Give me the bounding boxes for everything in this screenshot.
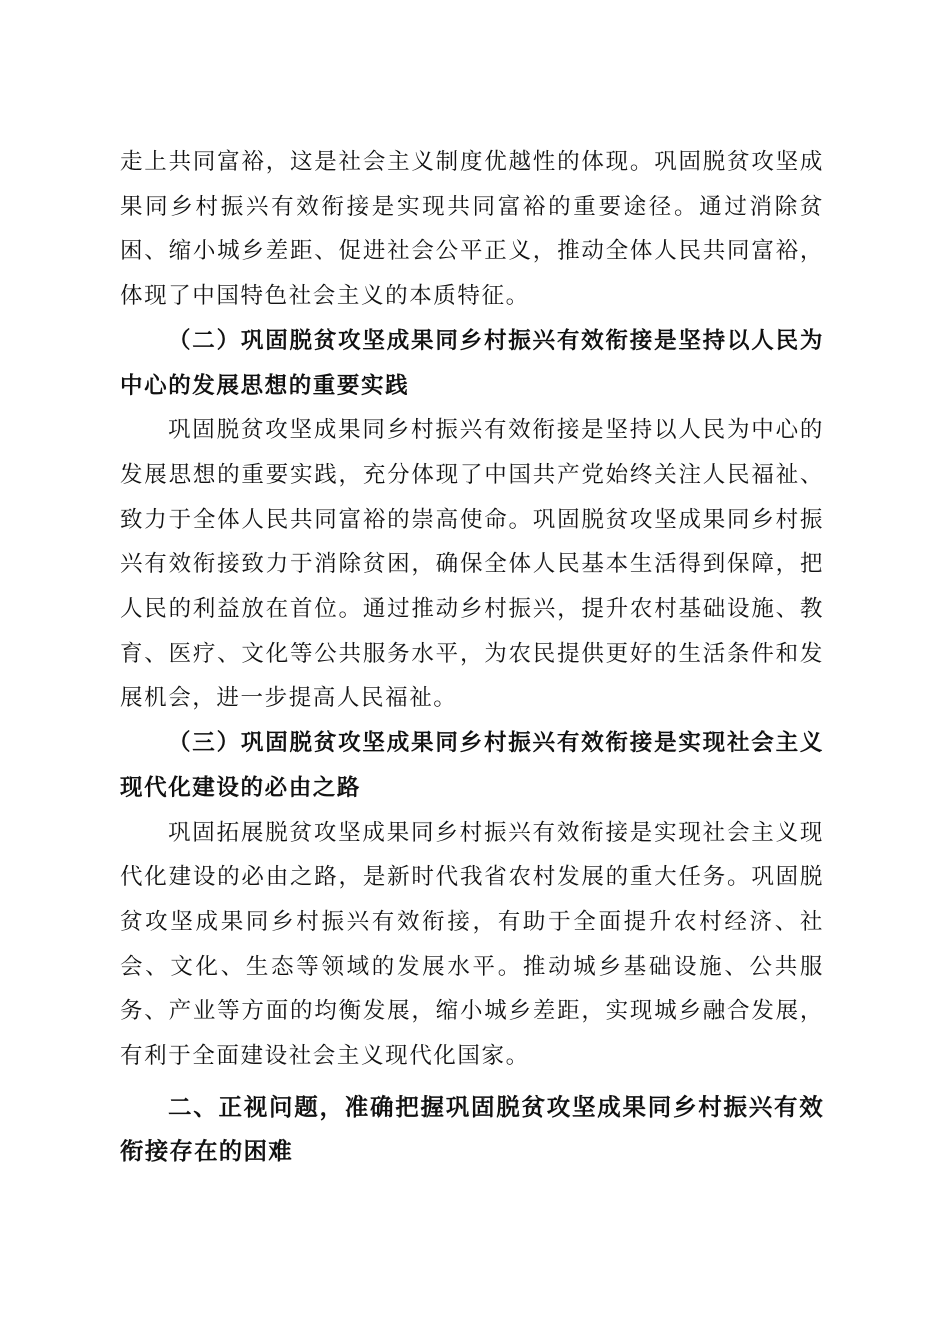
chapter-heading: 二、正视问题，准确把握巩固脱贫攻坚成果同乡村振兴有效衔接存在的困难 <box>120 1092 824 1166</box>
section-subheading: （三）巩固脱贫攻坚成果同乡村振兴有效衔接是实现社会主义现代化建设的必由之路 <box>120 730 824 801</box>
document-page <box>120 140 824 1174</box>
body-paragraph: 走上共同富裕，这是社会主义制度优越性的体现。巩固脱贫攻坚成果同乡村振兴有效衔接是实现共同富裕的重要途径。通过消除贫困、缩小城乡差距、促进社会公平正义，推动全体人民共同富裕，体现了中国特色社会主义的本质特征。 <box>120 149 824 310</box>
body-paragraph: 巩固脱贫攻坚成果同乡村振兴有效衔接是坚持以人民为中心的发展思想的重要实践，充分体现了中国共产党始终关注人民福祉、致力于全体人民共同富裕的崇高使命。巩固脱贫攻坚成果同乡村振兴有效衔接致力于消除贫困，确保全体人民基本生活得到保障，把人民的利益放在首位。通过推动乡村振兴，提升农村基础设施、教育、医疗、文化等公共服务水平，为农民提供更好的生活条件和发展机会，进一步提高人民福祉。 <box>120 417 824 712</box>
section-subheading: （二）巩固脱贫攻坚成果同乡村振兴有效衔接是坚持以人民为中心的发展思想的重要实践 <box>120 327 824 399</box>
body-paragraph: 巩固拓展脱贫攻坚成果同乡村振兴有效衔接是实现社会主义现代化建设的必由之路，是新时代我省农村发展的重大任务。巩固脱贫攻坚成果同乡村振兴有效衔接，有助于全面提升农村经济、社会、文化、生态等领域的发展水平。推动城乡基础设施、公共服务、产业等方面的均衡发展，缩小城乡差距，实现城乡融合发展，有利于全面建设社会主义现代化国家。 <box>120 819 824 1070</box>
